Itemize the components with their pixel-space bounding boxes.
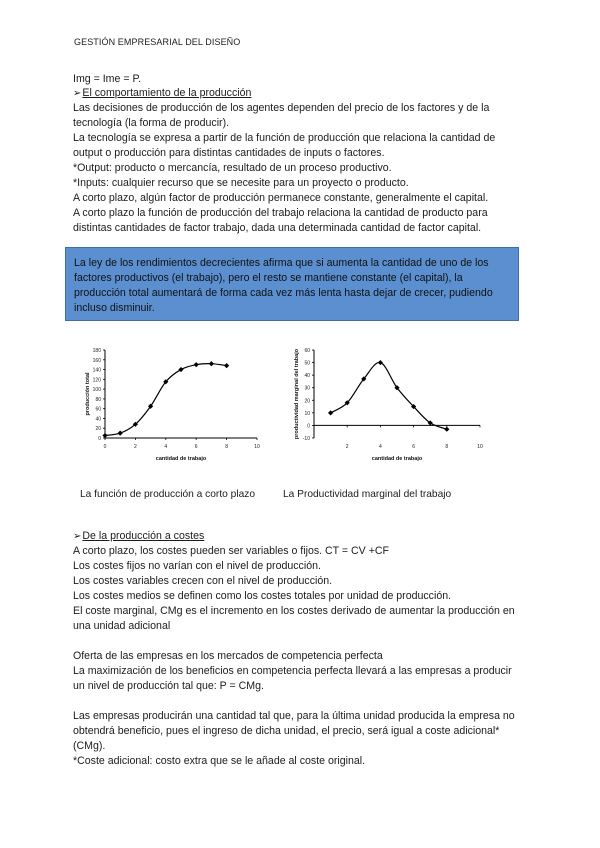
text-line: *Inputs: cualquier recurso que se necesite para un proyecto o producto.: [73, 177, 409, 189]
chart-caption: La Productividad marginal del trabajo: [283, 489, 452, 500]
highlight-line: incluso disminuir.: [74, 302, 155, 314]
highlight-box: [65, 247, 519, 321]
text-line: un nivel de producción tal que: P = CMg.: [73, 680, 264, 692]
y-tick-label: 40: [95, 416, 101, 423]
text-line: obtendrá beneficio, pues el ingreso de dicha unidad, el precio, será igual a coste adicional*: [73, 725, 500, 737]
data-point: [328, 410, 333, 415]
data-point: [444, 427, 449, 432]
x-tick-label: 4: [164, 444, 168, 450]
arrow-bullet-icon: ➢: [73, 88, 82, 99]
highlight-line: factores productivos (el trabajo), pero el resto se mantiene constante (el capital), la: [74, 272, 463, 284]
y-tick-label: 20: [304, 398, 310, 405]
y-tick-label: 20: [95, 426, 101, 433]
data-point: [178, 367, 183, 372]
section-title: De la producción a costes: [82, 530, 205, 542]
y-tick-label: 10: [304, 410, 310, 417]
x-tick-label: 10: [477, 444, 483, 450]
y-axis-label: producción total: [85, 372, 91, 416]
x-axis-label: cantidad de trabajo: [371, 456, 423, 462]
x-tick-label: 6: [412, 444, 415, 450]
x-tick-label: 0: [103, 444, 107, 450]
y-tick-label: 160: [92, 357, 101, 364]
text-line: Los costes medios se definen como los costes totales por unidad de producción.: [73, 590, 452, 602]
y-tick-label: 140: [92, 367, 101, 374]
y-tick-label: 60: [304, 348, 310, 354]
text-line: Las decisiones de producción de los agentes dependen del precio de los factores y de la: [73, 102, 490, 114]
x-tick-label: 2: [345, 444, 349, 450]
data-point: [194, 362, 199, 367]
y-tick-label: 40: [304, 373, 310, 380]
highlight-line: La ley de los rendimientos decrecientes afirma que si aumenta la cantidad de uno de los: [74, 257, 489, 269]
y-axis-label: productividad marginal del trabajo: [294, 348, 300, 440]
data-point: [209, 361, 214, 366]
highlight-line: producción total aumentará de forma cada vez más lenta hasta dejar de crecer, pudiendo: [74, 287, 493, 299]
y-tick-label: 100: [92, 387, 101, 394]
arrow-bullet-icon: ➢: [73, 531, 82, 542]
text-line: *Output: producto o mercancía, resultado de un proceso productivo.: [73, 162, 392, 174]
text-line: Img = Ime = P.: [73, 73, 142, 85]
y-tick-label: 80: [95, 396, 101, 403]
text-line: Las empresas producirán una cantidad tal que, para la última unidad producida la empresa no: [73, 710, 515, 722]
series-line: [331, 362, 447, 429]
text-line: La tecnología se expresa a partir de la función de producción que relaciona la cantidad de: [73, 132, 496, 144]
x-axis-label: cantidad de trabajo: [155, 456, 207, 462]
text-line: Los costes variables crecen con el nivel de producción.: [73, 575, 333, 587]
text-line: distintas cantidades de factor trabajo, dada una determinada cantidad de factor capital.: [73, 222, 482, 234]
text-line: Los costes fijos no varían con el nivel de producción.: [73, 560, 321, 572]
production-function-chart: [75, 334, 290, 504]
section-title: El comportamiento de la producción: [82, 87, 252, 99]
chart-caption: La función de producción a corto plazo: [80, 489, 256, 500]
data-point: [224, 363, 229, 368]
text-line: A corto plazo, los costes pueden ser variables o fijos. CT = CV +CF: [73, 545, 390, 557]
text-line: El coste marginal, CMg es el incremento en los costes derivado de aumentar la producción en: [73, 605, 515, 617]
y-tick-label: 60: [95, 406, 101, 413]
document-header: GESTIÓN EMPRESARIAL DEL DISEÑO: [74, 37, 241, 47]
text-line: una unidad adicional: [73, 620, 171, 632]
y-tick-label: 0: [307, 423, 310, 430]
section-heading-production: [73, 86, 251, 101]
text-line: La maximización de los beneficios en competencia perfecta llevará a las empresas a producir: [73, 665, 512, 677]
chart-svg: [75, 334, 290, 484]
x-tick-label: 2: [134, 444, 137, 450]
y-tick-label: 0: [98, 436, 101, 442]
y-tick-label: -10: [302, 436, 310, 442]
series-line: [105, 364, 227, 436]
y-tick-label: 50: [304, 360, 310, 367]
x-tick-label: 8: [225, 444, 228, 450]
chart-svg: [277, 334, 492, 484]
text-line: *Coste adicional: costo extra que se le añade al coste original.: [73, 755, 366, 767]
text-line: Oferta de las empresas en los mercados de competencia perfecta: [73, 650, 383, 662]
y-tick-label: 30: [304, 385, 310, 392]
text-line: tecnología (la forma de producir).: [73, 117, 230, 129]
y-tick-label: 180: [92, 348, 101, 354]
marginal-productivity-chart: [277, 334, 492, 504]
text-line: output o producción para distintas cantidades de inputs o factores.: [73, 147, 385, 159]
x-tick-label: 4: [379, 444, 382, 450]
text-line: (CMg).: [73, 740, 106, 752]
text-line: A corto plazo, algún factor de producción permanece constante, generalmente el capital.: [73, 192, 489, 204]
data-point: [118, 431, 123, 436]
x-tick-label: 6: [194, 444, 198, 450]
x-tick-label: 10: [254, 444, 260, 450]
data-point: [102, 433, 107, 438]
x-tick-label: 8: [445, 444, 449, 450]
section-heading-costs: [73, 529, 204, 544]
y-tick-label: 120: [92, 377, 101, 384]
text-line: A corto plazo la función de producción del trabajo relaciona la cantidad de producto para: [73, 207, 488, 219]
